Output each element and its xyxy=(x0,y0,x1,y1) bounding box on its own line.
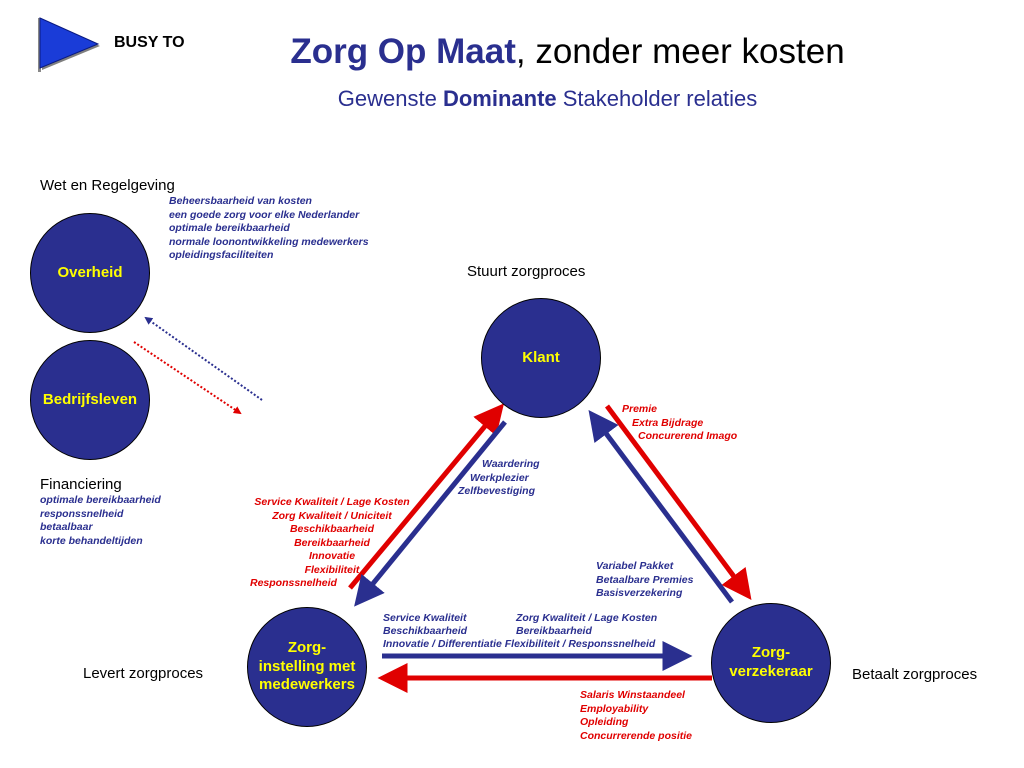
note-line: Beschikbaarheid xyxy=(289,523,375,535)
label-stuurt: Stuurt zorgproces xyxy=(467,263,586,280)
note-line: Flexibiliteit xyxy=(304,563,360,576)
note-line: Variabel Pakket xyxy=(596,560,674,572)
node-bedrijfsleven: Bedrijfsleven xyxy=(30,340,150,460)
note-line: Premie xyxy=(622,403,658,415)
instelling-to-klant-notes xyxy=(244,496,420,591)
node-overheid: Overheid xyxy=(30,213,150,333)
subtitle-post: Stakeholder relaties xyxy=(556,86,758,111)
note-line: optimale bereikbaarheid xyxy=(169,222,290,234)
node-zorginstelling: Zorg- instelling met medewerkers xyxy=(247,607,367,727)
note-line: opleidingsfaciliteiten xyxy=(169,249,274,261)
klant-to-verzekeraar-notes xyxy=(622,403,737,444)
note-line: Extra Bijdrage xyxy=(632,416,704,429)
label-financiering: Financiering xyxy=(40,476,122,493)
note-line: Concurrerende positie xyxy=(580,729,693,742)
title-rest: , zonder meer kosten xyxy=(515,32,845,71)
subtitle-strong: Dominante xyxy=(442,86,557,111)
note-line: Employability xyxy=(580,702,649,715)
subtitle-pre: Gewenste xyxy=(337,86,443,111)
note-line: Opleiding xyxy=(580,716,629,728)
note-line: Betaalbare Premies xyxy=(596,573,694,586)
verzekeraar-to-instelling-notes xyxy=(580,689,692,743)
label-wet-regelgeving: Wet en Regelgeving xyxy=(40,177,175,194)
financiering-notes xyxy=(40,494,161,548)
note-line: Bereikbaarheid xyxy=(294,536,370,549)
note-line: responssnelheid xyxy=(40,507,124,520)
note-line: Basisverzekering xyxy=(596,587,683,599)
node-zorgverzekeraar: Zorg- verzekeraar xyxy=(711,603,831,723)
note-line: Service Kwaliteit / Lage Kosten xyxy=(254,496,410,508)
note-line: normale loonontwikkeling medewerkers xyxy=(169,235,369,248)
note-line: Salaris Winstaandeel xyxy=(580,689,685,701)
node-klant: Klant xyxy=(481,298,601,418)
note-line: Waardering xyxy=(482,458,540,470)
note-line: betaalbaar xyxy=(40,521,93,533)
note-line: Werkplezier xyxy=(470,471,529,484)
note-line: Responssnelheid xyxy=(250,577,337,589)
note-line: Concurerend Imago xyxy=(638,430,738,442)
note-line: Innovatie xyxy=(308,550,356,562)
dotted-arrow-to-overheid xyxy=(146,318,262,400)
label-betaalt: Betaalt zorgproces xyxy=(852,666,978,683)
note-line: Beheersbaarheid van kosten xyxy=(169,195,312,207)
label-levert: Levert zorgproces xyxy=(83,665,204,682)
note-line: Zorg Kwaliteit / Lage Kosten xyxy=(516,612,658,624)
note-line: een goede zorg voor elke Nederlander xyxy=(169,208,360,221)
note-line: korte behandeltijden xyxy=(40,534,143,547)
title-strong: Zorg Op Maat xyxy=(290,32,516,71)
overheid-notes xyxy=(169,195,369,263)
note-line: Zorg Kwaliteit / Uniciteit xyxy=(272,509,392,522)
note-line: Innovatie / Differentiatie Flexibiliteit / Responssnelheid xyxy=(383,638,656,650)
klant-to-instelling-notes xyxy=(458,458,540,499)
logo-text: BUSY TO xyxy=(114,34,185,51)
note-line: Zelfbevestiging xyxy=(458,485,536,497)
verzekeraar-to-klant-notes xyxy=(596,560,693,601)
note-line: Bereikbaarheid xyxy=(516,625,592,637)
note-line: optimale bereikbaarheid xyxy=(40,494,161,506)
note-line: Beschikbaarheid xyxy=(383,625,468,637)
note-line: Service Kwaliteit xyxy=(383,612,467,624)
